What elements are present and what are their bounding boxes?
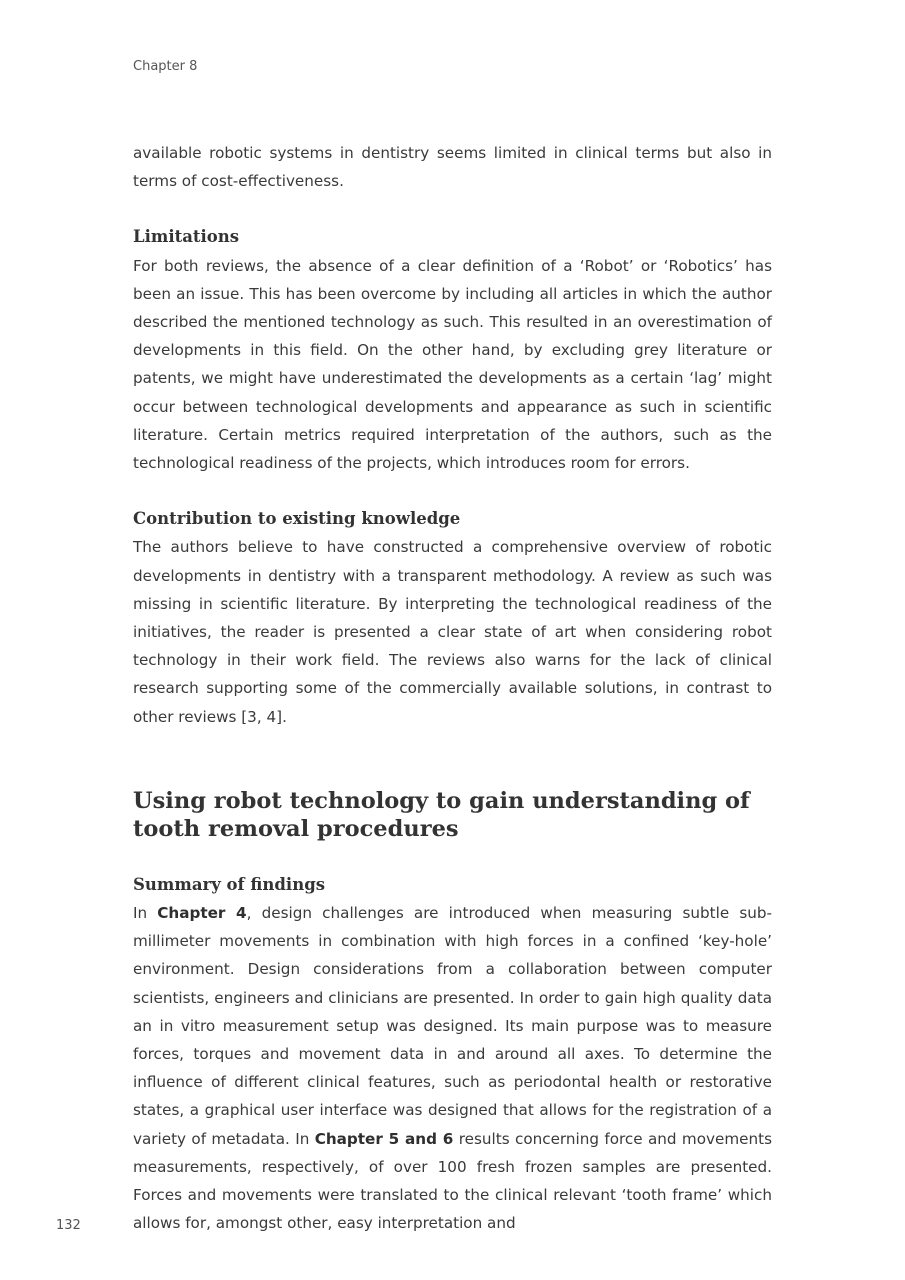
summary-text-3: results concerning force and movements measurements, respectively, of over 100 fresh frozen samples are presented. Forces and movements were translated to the clinical relevant ‘tooth frame’ which allows for, amongst other, easy interpretation and	[133, 1129, 772, 1233]
section-title: Using robot technology to gain understanding of tooth removal procedures	[133, 787, 750, 842]
spacer	[133, 195, 772, 223]
chapter-5-6-reference: Chapter 5 and 6	[314, 1129, 454, 1148]
summary-paragraph	[133, 899, 772, 1237]
intro-paragraph: available robotic systems in dentistry seems limited in clinical terms but also in terms of cost-effectiveness.	[133, 144, 772, 191]
summary-text-1: In	[133, 904, 158, 923]
spacer	[133, 477, 772, 505]
spacer	[133, 731, 772, 787]
limitations-heading: Limitations	[133, 227, 240, 247]
spacer	[133, 843, 772, 871]
page-number: 132	[56, 1218, 81, 1233]
page-body	[133, 139, 772, 1238]
summary-text-2: , design challenges are introduced when measuring subtle sub-millimeter movements in combination with high forces in a confined ‘key-hole’ environment. Design considerations from a collaboration between computer scientists, engineers and clinicians are presented. In order to gain high quality data an in vitro measurement setup was designed. Its main purpose was to measure forces, torques and movement data in and around all axes. To determine the influence of different clinical features, such as periodontal health or restorative states, a graphical user interface was designed that allows for the registration of a variety of metadata. In	[133, 904, 773, 1148]
summary-heading: Summary of findings	[133, 874, 326, 894]
contribution-heading: Contribution to existing knowledge	[133, 509, 461, 529]
limitations-paragraph: For both reviews, the absence of a clear definition of a ‘Robot’ or ‘Robotics’ has been an issue. This has been overcome by including all articles in which the author described the mentioned technology as such. This resulted in an overestimation of developments in this field. On the other hand, by excluding grey literature or patents, we might have underestimated the developments as a certain ‘lag’ might occur between technological developments and appearance as such in scientific literature. Certain metrics required interpretation of the authors, such as the technological readiness of the projects, which introduces room for errors.	[133, 256, 772, 473]
running-head: Chapter 8	[133, 59, 198, 74]
chapter-4-reference: Chapter 4	[157, 904, 247, 923]
contribution-paragraph: The authors believe to have constructed a comprehensive overview of robotic developments in dentistry with a transparent methodology. A review as such was missing in scientific literature. By interpreting the technological readiness of the initiatives, the reader is presented a clear state of art when considering robot technology in their work field. The reviews also warns for the lack of clinical research supporting some of the commercially available solutions, in contrast to other reviews [3, 4].	[133, 538, 772, 726]
